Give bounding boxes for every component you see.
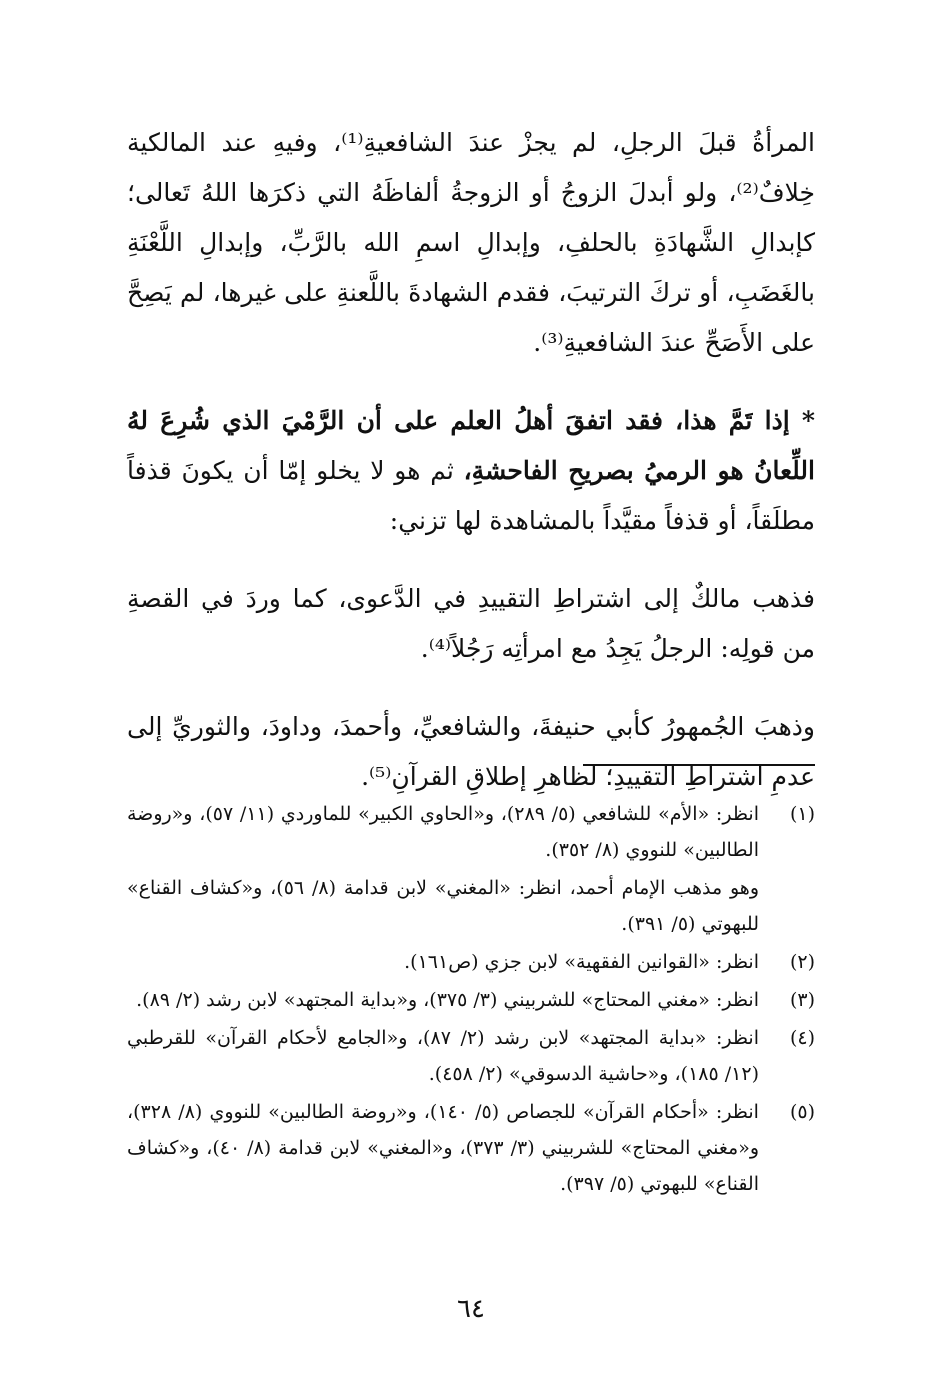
page-number: ٦٤ [457,1294,485,1324]
main-text [127,118,815,830]
highlight-rest-text: ثم هو لا يخلو إمّا أن يكونَ قذفاً مطلَقاً، أو قذفاً مقيَّداً بالمشاهدة لها تزني: [127,456,815,535]
paragraph-1: المرأةُ قبلَ الرجلِ، لم يجزْ عندَ الشافعيةِ⁽¹⁾، وفيهِ عند المالكية خِلافٌ⁽²⁾، ولو أبدلَ الزوجُ أو الزوجةُ ألفاظَهُ التي ذكرَها اللهُ تَعالى؛ كإبدالِ الشَّهادَةِ بالحلفِ، وإبدالِ اسمِ الله بالرَّبِّ، وإبدالِ اللَّعْنَةِ بالغَضَبِ، أو تركَ الترتيبَ، فقدم الشهادةَ باللَّعنةِ على غيرها، لم يَصِحَّ على الأَصَحِّ عندَ الشافعيةِ⁽³⁾. [127,128,816,357]
footnotes [127,796,815,1204]
footnote-text: انظر: «بداية المجتهد» لابن رشد (٢/ ٨٧)، و«الجامع لأحكام القرآن» للقرطبي (١٢/ ١٨٥)، و«حاشية الدسوقي» (٢/ ٤٥٨). [127,1027,759,1085]
footnote-number: (٣) [789,989,815,1011]
footnote-number: (٤) [789,1027,815,1049]
footnote-number: (٥) [789,1101,815,1123]
footnote-text: انظر: «القوانين الفقهية» لابن جزي (ص١٦١). [404,951,759,973]
footnote-number: (٢) [789,951,815,973]
footnote-1-continuation: وهو مذهب الإمام أحمد، انظر: «المغني» لابن قدامة (٨/ ٥٦)، و«كشاف القناع» للبهوتي (٥/ ٣٩١). [127,877,759,935]
footnote-text: انظر: «مغني المحتاج» للشربيني (٣/ ٣٧٥)، و«بداية المجتهد» لابن رشد (٢/ ٨٩). [136,989,759,1011]
footnote-3 [127,982,815,1018]
paragraph-2: فذهب مالكٌ إلى اشتراطِ التقييدِ في الدَّعوى، كما وردَ في القصةِ من قولِه: الرجلُ يَجِدُ مع امرأتِه رَجُلاً⁽⁴⁾. [127,584,815,663]
footnote-4 [127,1020,815,1092]
paragraph-3: وذهبَ الجُمهورُ كأبي حنيفةَ، والشافعيِّ، وأحمدَ، وداودَ، والثوريِّ إلى عدمِ اشتراطِ التقييدِ؛ لظاهرِ إطلاقِ القرآنِ⁽⁵⁾. [127,712,815,791]
highlight-paragraph [127,396,815,546]
footnote-1 [127,796,815,868]
footnote-2 [127,944,815,980]
highlight-bold-text: * إذا تَمَّ هذا، فقد اتفقَ أهلُ العلم على أن الرَّمْيَ الذي شُرِعَ لهُ اللِّعانُ هو الرميُ بصريحِ الفاحشةِ، [127,406,815,485]
footnote-divider [583,764,815,766]
footnote-5 [127,1094,815,1202]
footnote-number: (١) [789,803,815,825]
footnote-text: انظر: «أحكام القرآن» للجصاص (٥/ ١٤٠)، و«روضة الطالبين» للنووي (٨/ ٣٢٨)، و«مغني المحتاج» للشربيني (٣/ ٣٧٣)، و«المغني» لابن قدامة (٨/ ٤٠)، و«كشاف القناع» للبهوتي (٥/ ٣٩٧). [127,1101,760,1195]
footnote-text: انظر: «الأم» للشافعي (٥/ ٢٨٩)، و«الحاوي الكبير» للماوردي (١١/ ٥٧)، و«روضة الطالبين» للنووي (٨/ ٣٥٢). [127,803,759,861]
